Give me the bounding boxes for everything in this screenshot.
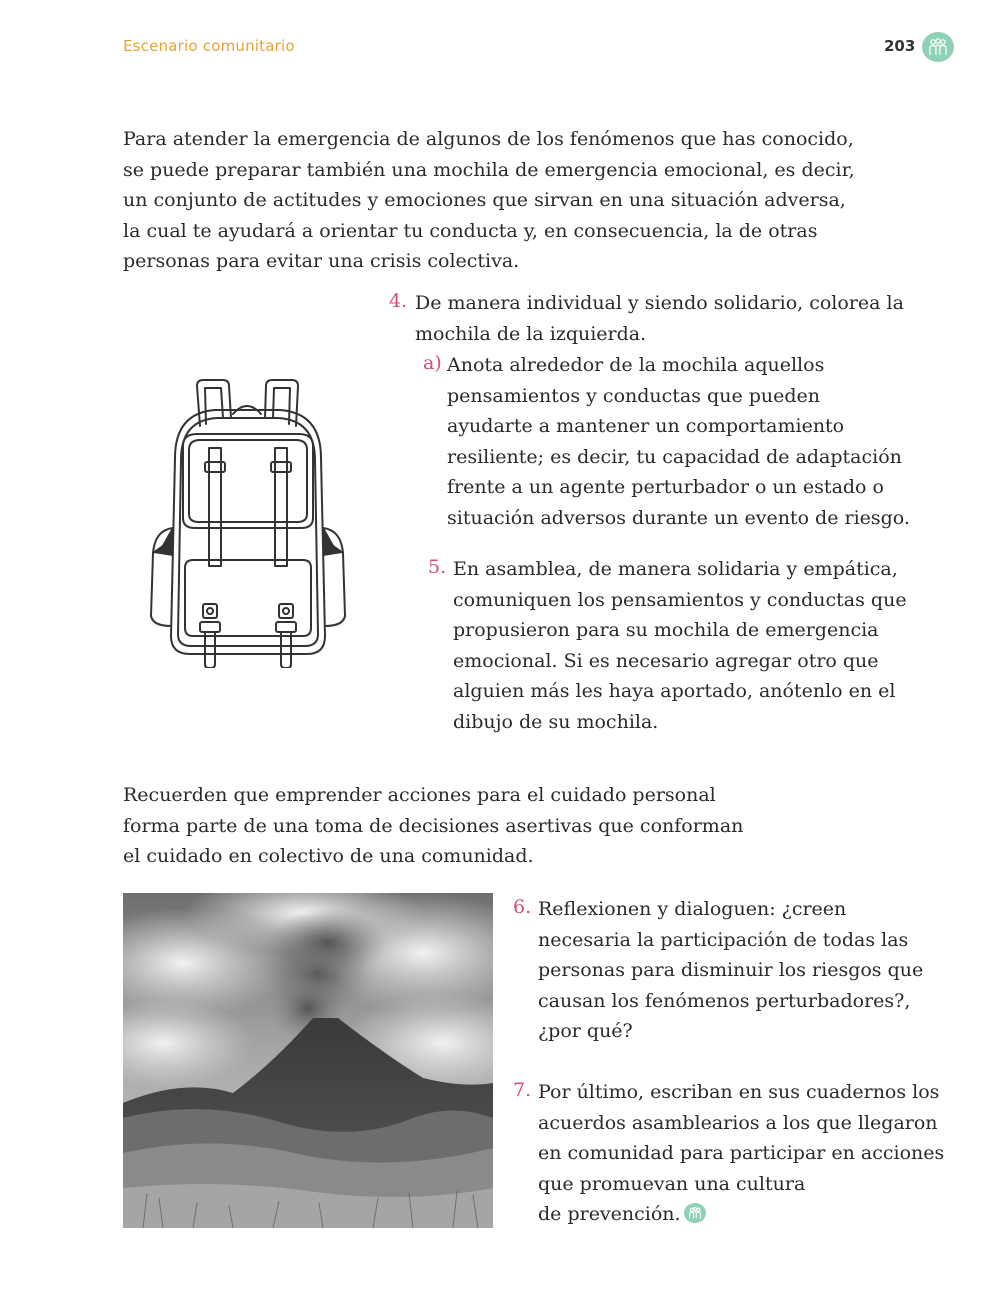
text-line: mochila de la izquierda. bbox=[415, 322, 647, 345]
text-line: causan los fenómenos perturbadores?, bbox=[538, 989, 911, 1012]
text-line: comuniquen los pensamientos y conductas que bbox=[453, 588, 907, 611]
text-line: propusieron para su mochila de emergencia bbox=[453, 619, 879, 642]
text-line: de prevención. bbox=[538, 1203, 681, 1226]
text-line: Para atender la emergencia de algunos de los fenómenos que has conocido, bbox=[123, 128, 854, 150]
text-line: De manera individual y siendo solidario, colorea la bbox=[415, 292, 904, 314]
text-line: la cual te ayudará a orientar tu conducta y, en consecuencia, la de otras bbox=[123, 219, 818, 242]
item-number: 6. bbox=[513, 896, 532, 918]
text-line: ¿por qué? bbox=[538, 1020, 633, 1043]
reminder-paragraph bbox=[123, 780, 743, 872]
text-line: Recuerden que emprender acciones para el cuidado personal bbox=[123, 784, 716, 806]
text-line: en comunidad para participar en acciones bbox=[538, 1142, 945, 1165]
text-line: personas para evitar una crisis colectiva. bbox=[123, 250, 520, 273]
item-6-text bbox=[538, 894, 923, 1047]
text-line: emocional. Si es necesario agregar otro que bbox=[453, 649, 879, 672]
backpack-illustration bbox=[145, 378, 350, 668]
text-line: pensamientos y conductas que pueden bbox=[447, 384, 821, 407]
text-line: Anota alrededor de la mochila aquellos bbox=[447, 354, 825, 376]
text-line: personas para disminuir los riesgos que bbox=[538, 959, 924, 982]
item-4-text bbox=[415, 288, 904, 349]
text-line: necesaria la participación de todas las bbox=[538, 928, 909, 951]
community-icon bbox=[922, 32, 954, 62]
text-line: situación adversos durante un evento de riesgo. bbox=[447, 506, 910, 529]
item-5-text bbox=[453, 554, 907, 738]
text-line: Reflexionen y dialoguen: ¿creen bbox=[538, 898, 847, 920]
text-line: frente a un agente perturbador o un estado o bbox=[447, 476, 884, 499]
item-number: 4. bbox=[389, 290, 408, 312]
page-number: 203 bbox=[884, 37, 916, 55]
text-line: el cuidado en colectivo de una comunidad. bbox=[123, 845, 534, 868]
text-line: resiliente; es decir, tu capacidad de adaptación bbox=[447, 445, 902, 468]
text-line: se puede preparar también una mochila de emergencia emocional, es decir, bbox=[123, 158, 855, 181]
text-line: forma parte de una toma de decisiones asertivas que conforman bbox=[123, 814, 744, 837]
sub-item-letter: a) bbox=[423, 352, 442, 374]
community-icon bbox=[684, 1203, 706, 1223]
item-number: 5. bbox=[428, 556, 447, 578]
intro-paragraph bbox=[123, 124, 855, 277]
text-line: dibujo de su mochila. bbox=[453, 710, 659, 733]
running-header: Escenario comunitario bbox=[123, 37, 295, 55]
text-line: En asamblea, de manera solidaria y empática, bbox=[453, 558, 898, 580]
text-line-with-icon bbox=[538, 1199, 944, 1230]
text-line: ayudarte a mantener un comportamiento bbox=[447, 415, 845, 438]
item-number: 7. bbox=[513, 1079, 532, 1101]
text-line: un conjunto de actitudes y emociones que sirvan en una situación adversa, bbox=[123, 189, 846, 212]
item-7-text bbox=[538, 1077, 944, 1230]
text-line: alguien más les haya aportado, anótenlo en el bbox=[453, 680, 896, 703]
text-line: Por último, escriban en sus cuadernos los bbox=[538, 1081, 940, 1103]
text-line: acuerdos asamblearios a los que llegaron bbox=[538, 1111, 938, 1134]
item-4a-text bbox=[447, 350, 910, 534]
text-line: que promuevan una cultura bbox=[538, 1172, 806, 1195]
volcano-photo bbox=[123, 893, 493, 1228]
